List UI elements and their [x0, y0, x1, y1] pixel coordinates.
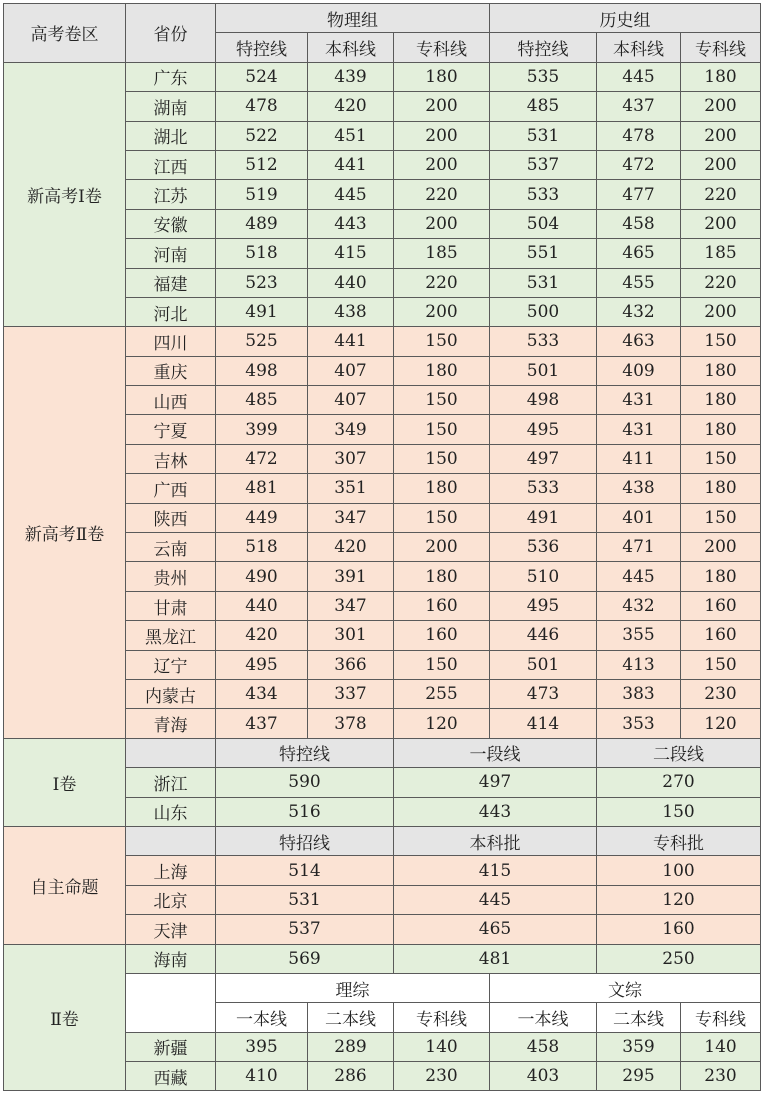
- column-header: 专科批: [597, 826, 761, 855]
- province-cell: 福建: [126, 268, 216, 297]
- score-cell: 458: [597, 209, 681, 238]
- score-cell: 255: [394, 679, 490, 708]
- score-cell: 411: [597, 444, 681, 473]
- score-cell: 531: [490, 121, 597, 150]
- score-cell: 230: [394, 1062, 490, 1091]
- table-row: [4, 62, 761, 91]
- score-cell: 551: [490, 239, 597, 268]
- score-cell: 366: [308, 650, 394, 679]
- score-cell: 378: [308, 709, 394, 738]
- score-cell: 220: [681, 268, 761, 297]
- score-cell: 100: [597, 856, 761, 885]
- column-header: 专科线: [394, 1003, 490, 1032]
- score-cell: 420: [308, 92, 394, 121]
- province-cell: 山东: [126, 797, 216, 826]
- score-cell: 180: [681, 415, 761, 444]
- score-cell: 518: [216, 239, 308, 268]
- score-cell: 301: [308, 621, 394, 650]
- column-header: 专科线: [681, 33, 761, 62]
- score-cell: 514: [216, 856, 394, 885]
- province-cell: 辽宁: [126, 650, 216, 679]
- score-cell: 451: [308, 121, 394, 150]
- score-cell: 525: [216, 327, 308, 356]
- score-cell: 160: [681, 621, 761, 650]
- province-cell: 江苏: [126, 180, 216, 209]
- score-cell: 463: [597, 327, 681, 356]
- score-line-table: [3, 3, 761, 1091]
- score-cell: 485: [216, 386, 308, 415]
- score-cell: 420: [216, 621, 308, 650]
- region-self-proposed: 自主命题: [4, 826, 126, 944]
- score-cell: 490: [216, 562, 308, 591]
- score-cell: 500: [490, 297, 597, 326]
- score-cell: 519: [216, 180, 308, 209]
- province-cell: 湖北: [126, 121, 216, 150]
- score-cell: 446: [490, 621, 597, 650]
- score-cell: 180: [681, 474, 761, 503]
- province-cell: 北京: [126, 885, 216, 914]
- score-cell: 395: [216, 1032, 308, 1061]
- score-cell: 481: [216, 474, 308, 503]
- score-cell: 150: [681, 503, 761, 532]
- score-cell: 150: [394, 503, 490, 532]
- blank-header-cell: [126, 973, 216, 1032]
- score-cell: 160: [394, 621, 490, 650]
- score-cell: 504: [490, 209, 597, 238]
- score-cell: 180: [681, 356, 761, 385]
- score-cell: 437: [597, 92, 681, 121]
- score-cell: 431: [597, 415, 681, 444]
- province-cell: 湖南: [126, 92, 216, 121]
- score-cell: 140: [394, 1032, 490, 1061]
- score-cell: 449: [216, 503, 308, 532]
- subheader-row: [4, 738, 761, 767]
- score-cell: 415: [308, 239, 394, 268]
- province-cell: 山西: [126, 386, 216, 415]
- score-cell: 440: [216, 591, 308, 620]
- column-header: 专科线: [394, 33, 490, 62]
- score-cell: 414: [490, 709, 597, 738]
- score-cell: 478: [216, 92, 308, 121]
- province-cell: 四川: [126, 327, 216, 356]
- score-cell: 407: [308, 386, 394, 415]
- column-header: 特控线: [490, 33, 597, 62]
- score-cell: 220: [681, 180, 761, 209]
- score-cell: 307: [308, 444, 394, 473]
- score-cell: 200: [681, 533, 761, 562]
- score-cell: 533: [490, 474, 597, 503]
- score-cell: 120: [681, 709, 761, 738]
- score-cell: 200: [681, 92, 761, 121]
- score-cell: 471: [597, 533, 681, 562]
- province-cell: 天津: [126, 915, 216, 944]
- score-cell: 531: [490, 268, 597, 297]
- column-header: 二本线: [308, 1003, 394, 1032]
- province-cell: 内蒙古: [126, 679, 216, 708]
- province-cell: 广东: [126, 62, 216, 91]
- score-cell: 440: [308, 268, 394, 297]
- score-cell: 409: [597, 356, 681, 385]
- score-cell: 537: [490, 150, 597, 179]
- score-cell: 458: [490, 1032, 597, 1061]
- score-cell: 590: [216, 768, 394, 797]
- province-header: 省份: [126, 4, 216, 63]
- score-cell: 230: [681, 1062, 761, 1091]
- province-cell: 黑龙江: [126, 621, 216, 650]
- column-header: 一段线: [394, 738, 597, 767]
- score-cell: 150: [597, 797, 761, 826]
- score-cell: 289: [308, 1032, 394, 1061]
- score-cell: 200: [681, 297, 761, 326]
- score-cell: 445: [394, 885, 597, 914]
- score-cell: 200: [394, 533, 490, 562]
- score-cell: 120: [597, 885, 761, 914]
- score-cell: 522: [216, 121, 308, 150]
- region-volume-1: Ⅰ卷: [4, 738, 126, 826]
- score-cell: 465: [597, 239, 681, 268]
- score-cell: 523: [216, 268, 308, 297]
- score-cell: 180: [394, 474, 490, 503]
- score-cell: 481: [394, 944, 597, 973]
- score-cell: 337: [308, 679, 394, 708]
- science-group-header: 理综: [216, 973, 490, 1002]
- score-cell: 150: [394, 650, 490, 679]
- province-cell: 甘肃: [126, 591, 216, 620]
- column-header: 特控线: [216, 738, 394, 767]
- table-row: [4, 944, 761, 973]
- province-cell: 河北: [126, 297, 216, 326]
- score-cell: 491: [216, 297, 308, 326]
- score-cell: 445: [597, 562, 681, 591]
- province-cell: 青海: [126, 709, 216, 738]
- province-cell: 安徽: [126, 209, 216, 238]
- score-cell: 150: [394, 415, 490, 444]
- score-cell: 495: [490, 591, 597, 620]
- score-cell: 445: [308, 180, 394, 209]
- history-group-header: 历史组: [490, 4, 761, 33]
- province-cell: 江西: [126, 150, 216, 179]
- score-cell: 150: [681, 650, 761, 679]
- score-cell: 495: [490, 415, 597, 444]
- score-cell: 270: [597, 768, 761, 797]
- score-cell: 524: [216, 62, 308, 91]
- score-cell: 353: [597, 709, 681, 738]
- column-header: 本科线: [597, 33, 681, 62]
- column-header: 二段线: [597, 738, 761, 767]
- score-cell: 180: [394, 62, 490, 91]
- score-cell: 185: [681, 239, 761, 268]
- score-cell: 510: [490, 562, 597, 591]
- score-cell: 180: [394, 356, 490, 385]
- score-cell: 140: [681, 1032, 761, 1061]
- score-cell: 413: [597, 650, 681, 679]
- score-cell: 437: [216, 709, 308, 738]
- column-header: 一本线: [216, 1003, 308, 1032]
- score-cell: 399: [216, 415, 308, 444]
- score-cell: 477: [597, 180, 681, 209]
- score-cell: 401: [597, 503, 681, 532]
- score-cell: 465: [394, 915, 597, 944]
- score-cell: 438: [597, 474, 681, 503]
- province-cell: 贵州: [126, 562, 216, 591]
- score-cell: 200: [394, 297, 490, 326]
- score-cell: 347: [308, 503, 394, 532]
- score-cell: 441: [308, 150, 394, 179]
- score-cell: 518: [216, 533, 308, 562]
- score-cell: 497: [394, 768, 597, 797]
- score-cell: 432: [597, 591, 681, 620]
- province-cell: 陕西: [126, 503, 216, 532]
- score-cell: 569: [216, 944, 394, 973]
- score-cell: 443: [394, 797, 597, 826]
- score-cell: 391: [308, 562, 394, 591]
- score-cell: 150: [394, 327, 490, 356]
- province-cell: 宁夏: [126, 415, 216, 444]
- score-cell: 200: [394, 121, 490, 150]
- score-cell: 180: [681, 386, 761, 415]
- score-cell: 485: [490, 92, 597, 121]
- province-cell: 海南: [126, 944, 216, 973]
- score-cell: 286: [308, 1062, 394, 1091]
- score-cell: 230: [681, 679, 761, 708]
- column-header: 一本线: [490, 1003, 597, 1032]
- score-cell: 180: [681, 62, 761, 91]
- score-cell: 420: [308, 533, 394, 562]
- region-new-gaokao-2: 新高考Ⅱ卷: [4, 327, 126, 738]
- score-cell: 355: [597, 621, 681, 650]
- score-cell: 516: [216, 797, 394, 826]
- score-cell: 403: [490, 1062, 597, 1091]
- score-cell: 200: [681, 150, 761, 179]
- score-cell: 533: [490, 327, 597, 356]
- score-cell: 407: [308, 356, 394, 385]
- province-cell: 重庆: [126, 356, 216, 385]
- score-cell: 489: [216, 209, 308, 238]
- score-cell: 512: [216, 150, 308, 179]
- score-cell: 180: [394, 562, 490, 591]
- score-cell: 472: [216, 444, 308, 473]
- region-volume-2: Ⅱ卷: [4, 944, 126, 1091]
- score-cell: 160: [681, 591, 761, 620]
- blank-header-cell: [126, 826, 216, 855]
- score-cell: 432: [597, 297, 681, 326]
- column-header: 本科线: [308, 33, 394, 62]
- province-cell: 新疆: [126, 1032, 216, 1061]
- score-cell: 383: [597, 679, 681, 708]
- score-cell: 537: [216, 915, 394, 944]
- score-cell: 351: [308, 474, 394, 503]
- score-cell: 439: [308, 62, 394, 91]
- arts-group-header: 文综: [490, 973, 761, 1002]
- score-cell: 160: [394, 591, 490, 620]
- score-cell: 250: [597, 944, 761, 973]
- score-cell: 536: [490, 533, 597, 562]
- table-body: [4, 4, 761, 1091]
- score-cell: 347: [308, 591, 394, 620]
- score-cell: 410: [216, 1062, 308, 1091]
- physics-group-header: 物理组: [216, 4, 490, 33]
- score-cell: 497: [490, 444, 597, 473]
- score-cell: 359: [597, 1032, 681, 1061]
- score-cell: 200: [681, 209, 761, 238]
- score-cell: 495: [216, 650, 308, 679]
- score-cell: 150: [394, 444, 490, 473]
- score-cell: 434: [216, 679, 308, 708]
- score-cell: 220: [394, 180, 490, 209]
- province-cell: 吉林: [126, 444, 216, 473]
- region-header: 高考卷区: [4, 4, 126, 63]
- score-cell: 200: [681, 121, 761, 150]
- province-cell: 浙江: [126, 768, 216, 797]
- column-header: 二本线: [597, 1003, 681, 1032]
- score-cell: 220: [394, 268, 490, 297]
- score-cell: 473: [490, 679, 597, 708]
- score-cell: 498: [490, 386, 597, 415]
- score-cell: 498: [216, 356, 308, 385]
- score-cell: 200: [394, 209, 490, 238]
- score-cell: 501: [490, 356, 597, 385]
- score-cell: 533: [490, 180, 597, 209]
- score-cell: 535: [490, 62, 597, 91]
- score-cell: 431: [597, 386, 681, 415]
- score-cell: 185: [394, 239, 490, 268]
- score-cell: 160: [597, 915, 761, 944]
- score-cell: 180: [681, 562, 761, 591]
- column-header: 本科批: [394, 826, 597, 855]
- score-cell: 531: [216, 885, 394, 914]
- province-cell: 西藏: [126, 1062, 216, 1091]
- score-cell: 295: [597, 1062, 681, 1091]
- header-row: [4, 4, 761, 33]
- table-row: [4, 327, 761, 356]
- score-cell: 120: [394, 709, 490, 738]
- province-cell: 上海: [126, 856, 216, 885]
- score-cell: 491: [490, 503, 597, 532]
- score-cell: 478: [597, 121, 681, 150]
- score-cell: 445: [597, 62, 681, 91]
- score-cell: 200: [394, 150, 490, 179]
- column-header: 专科线: [681, 1003, 761, 1032]
- province-cell: 河南: [126, 239, 216, 268]
- subheader-row: [4, 826, 761, 855]
- score-cell: 150: [681, 327, 761, 356]
- score-cell: 150: [394, 386, 490, 415]
- score-cell: 438: [308, 297, 394, 326]
- blank-header-cell: [126, 738, 216, 767]
- score-cell: 441: [308, 327, 394, 356]
- province-cell: 云南: [126, 533, 216, 562]
- column-header: 特控线: [216, 33, 308, 62]
- score-cell: 501: [490, 650, 597, 679]
- score-cell: 200: [394, 92, 490, 121]
- score-cell: 443: [308, 209, 394, 238]
- score-cell: 472: [597, 150, 681, 179]
- score-cell: 455: [597, 268, 681, 297]
- score-cell: 150: [681, 444, 761, 473]
- score-cell: 415: [394, 856, 597, 885]
- column-header: 特招线: [216, 826, 394, 855]
- province-cell: 广西: [126, 474, 216, 503]
- region-new-gaokao-1: 新高考Ⅰ卷: [4, 62, 126, 327]
- score-cell: 349: [308, 415, 394, 444]
